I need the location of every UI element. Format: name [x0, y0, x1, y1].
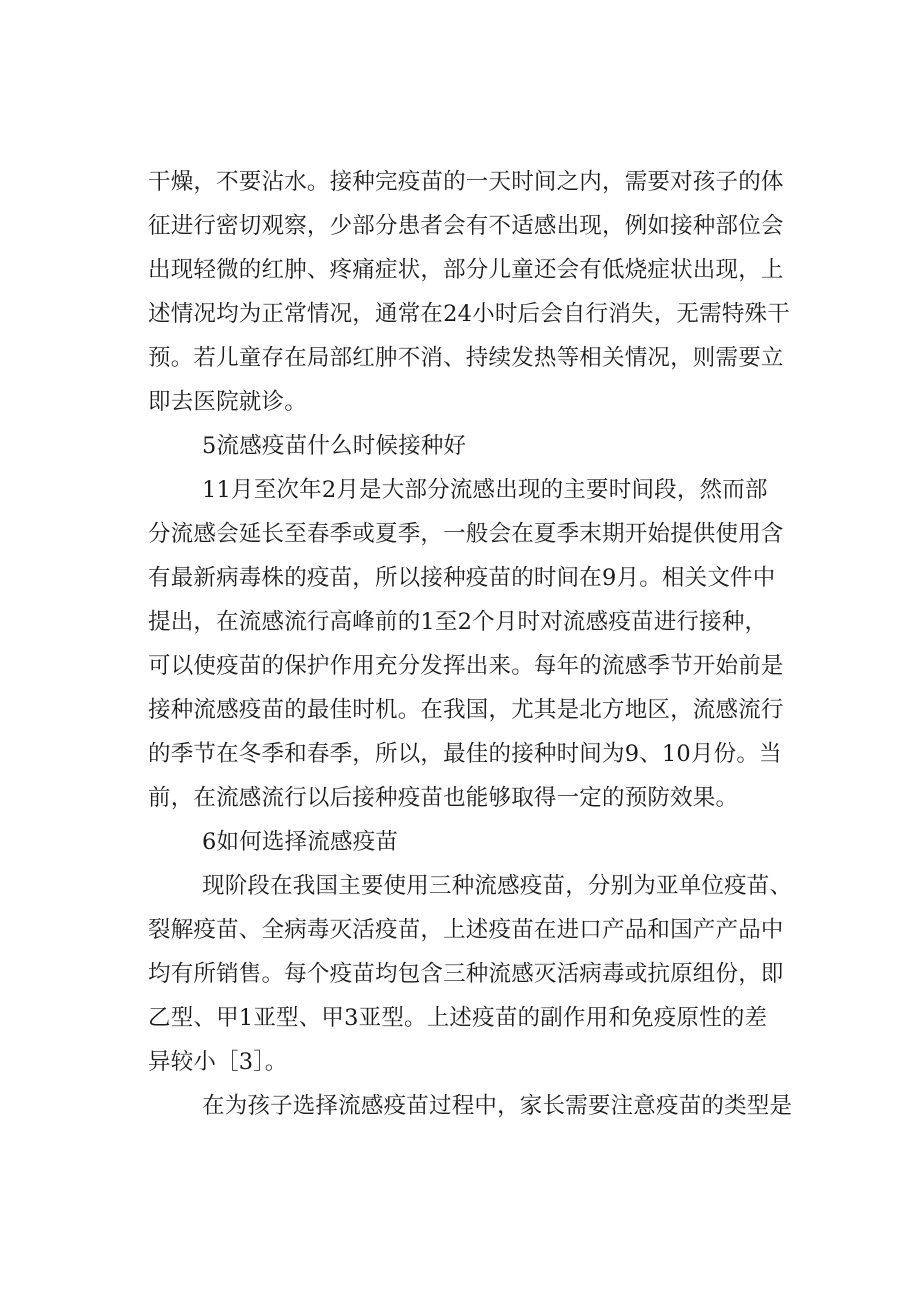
paragraph-line: 裂解疫苗、全病毒灭活疫苗，上述疫苗在进口产品和国产产品中: [148, 917, 784, 943]
paragraph-line: 述情况均为正常情况，通常在24小时后会自行消失，无需特殊干: [148, 301, 790, 327]
paragraph-line: 异较小［3］。: [148, 1049, 288, 1075]
paragraph-line: 在为孩子选择流感疫苗过程中，家长需要注意疫苗的类型是: [202, 1093, 793, 1119]
section-heading: 6如何选择流感疫苗: [202, 829, 399, 855]
paragraph-line: 提出，在流感流行高峰前的1至2个月时对流感疫苗进行接种，: [148, 609, 768, 635]
paragraph-line: 有最新病毒株的疫苗，所以接种疫苗的时间在9月。相关文件中: [148, 565, 776, 591]
paragraph-line: 的季节在冬季和春季，所以，最佳的接种时间为9、10月份。当: [148, 741, 782, 767]
paragraph-line: 现阶段在我国主要使用三种流感疫苗，分别为亚单位疫苗、: [202, 873, 793, 899]
paragraph-line: 前，在流感流行以后接种疫苗也能够取得一定的预防效果。: [148, 785, 739, 811]
paragraph-line: 出现轻微的红肿、疼痛症状，部分儿童还会有低烧症状出现，上: [148, 257, 784, 283]
paragraph-line: 分流感会延长至春季或夏季，一般会在夏季末期开始提供使用含: [148, 521, 784, 547]
paragraph-line: 即去医院就诊。: [148, 389, 307, 415]
paragraph-line: 干燥，不要沾水。接种完疫苗的一天时间之内，需要对孩子的体: [148, 169, 784, 195]
paragraph-line: 征进行密切观察，少部分患者会有不适感出现，例如接种部位会: [148, 213, 784, 239]
paragraph-line: 均有所销售。每个疫苗均包含三种流感灭活病毒或抗原组份，即: [148, 961, 784, 987]
paragraph-line: 预。若儿童存在局部红肿不消、持续发热等相关情况，则需要立: [148, 345, 784, 371]
paragraph-line: 可以使疫苗的保护作用充分发挥出来。每年的流感季节开始前是: [148, 653, 784, 679]
paragraph-line: 11月至次年2月是大部分流感出现的主要时间段，然而部: [202, 477, 768, 503]
paragraph-line: 乙型、甲1亚型、甲3亚型。上述疫苗的副作用和免疫原性的差: [148, 1005, 768, 1031]
paragraph-line: 接种流感疫苗的最佳时机。在我国，尤其是北方地区，流感流行: [148, 697, 784, 723]
section-heading: 5流感疫苗什么时候接种好: [202, 433, 467, 459]
